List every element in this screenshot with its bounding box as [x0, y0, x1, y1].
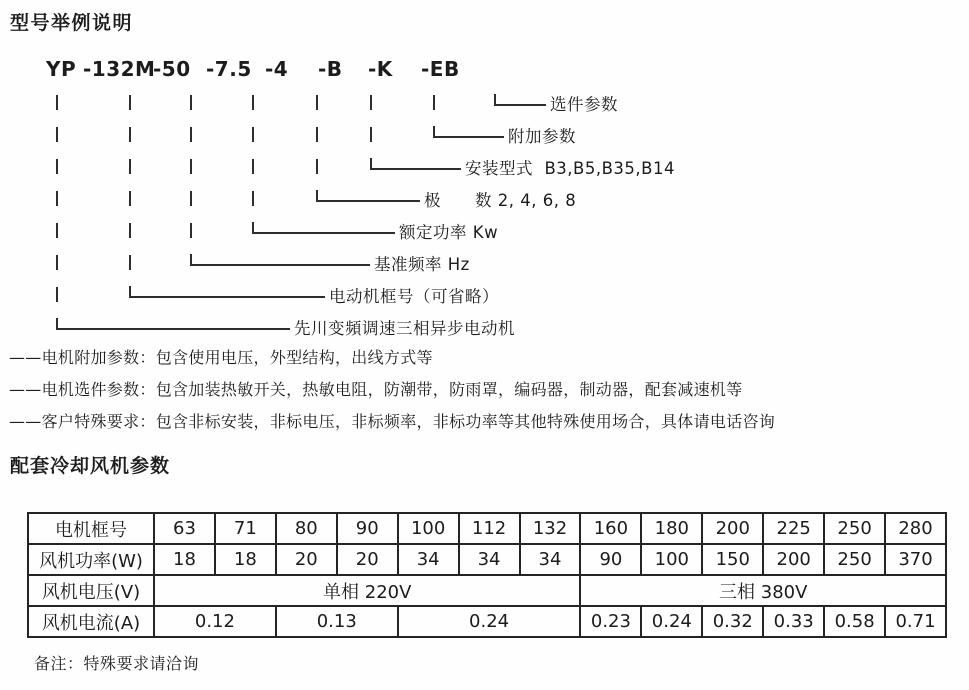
tree-tick — [56, 287, 58, 302]
model-token: -7.5 — [206, 57, 252, 81]
fan-power-cell: 150 — [702, 544, 763, 575]
fan-power-cell: 34 — [459, 544, 520, 575]
tree-tick — [56, 255, 58, 270]
tree-row — [0, 156, 969, 182]
tree-corner-connector — [370, 158, 461, 170]
fan-current-cell: 0.24 — [641, 606, 702, 637]
frame-number-cell: 200 — [702, 513, 763, 544]
model-token: -B — [318, 57, 343, 81]
tree-branch-label: 附加参数 — [508, 127, 576, 146]
tree-tick — [190, 159, 192, 174]
fan-power-cell: 34 — [398, 544, 459, 575]
tree-corner-connector — [56, 318, 290, 330]
fan-power-cell: 370 — [885, 544, 946, 575]
fan-current-cell: 0.23 — [580, 606, 641, 637]
tree-tick — [316, 127, 318, 142]
fan-power-cell: 18 — [215, 544, 276, 575]
tree-tick — [190, 223, 192, 238]
model-token: -4 — [265, 57, 289, 81]
fan-section-heading: 配套冷却风机参数 — [10, 455, 171, 477]
tree-tick — [129, 255, 131, 270]
fan-current-cell: 0.58 — [824, 606, 885, 637]
frame-number-cell: 160 — [580, 513, 641, 544]
tree-branch-label: 电动机框号（可省略） — [329, 287, 499, 306]
note-line: ——电机附加参数：包含使用电压，外型结构，出线方式等 — [9, 348, 433, 367]
tree-row — [0, 284, 969, 310]
table-row — [28, 513, 946, 544]
fan-power-cell: 34 — [520, 544, 581, 575]
tree-branch-label: 安装型式 B3,B5,B35,B14 — [465, 159, 675, 178]
tree-tick — [129, 191, 131, 206]
fan-current-cell: 0.33 — [763, 606, 824, 637]
frame-number-cell: 250 — [824, 513, 885, 544]
fan-power-cell: 200 — [763, 544, 824, 575]
fan-voltage-cell: 三相 380V — [580, 575, 946, 606]
tree-tick — [129, 127, 131, 142]
frame-number-cell: 180 — [641, 513, 702, 544]
model-token: -132M — [83, 57, 156, 81]
tree-branch-label: 先川变頻调速三相异步电动机 — [294, 319, 515, 338]
page-title: 型号举例说明 — [10, 12, 134, 34]
fan-current-cell: 0.12 — [154, 606, 276, 637]
row-label-cell: 风机电流(A) — [28, 606, 154, 637]
frame-number-cell: 80 — [276, 513, 337, 544]
frame-number-cell: 112 — [459, 513, 520, 544]
tree-corner-connector — [129, 286, 325, 298]
tree-tick — [56, 159, 58, 174]
frame-number-cell: 100 — [398, 513, 459, 544]
tree-corner-connector — [252, 222, 395, 234]
row-label-cell: 风机电压(V) — [28, 575, 154, 606]
tree-branch-label: 选件参数 — [550, 95, 618, 114]
tree-branch-label: 基准频率 Hz — [374, 255, 470, 274]
fan-voltage-cell: 单相 220V — [154, 575, 580, 606]
tree-tick — [56, 127, 58, 142]
fan-current-cell: 0.24 — [398, 606, 581, 637]
model-token: -EB — [421, 57, 460, 81]
tree-row — [0, 252, 969, 278]
tree-tick — [316, 159, 318, 174]
frame-number-cell: 225 — [763, 513, 824, 544]
tree-tick — [129, 95, 131, 110]
table-row — [28, 544, 946, 575]
tree-tick — [190, 95, 192, 110]
tree-corner-connector — [494, 94, 546, 106]
table-row — [28, 606, 946, 637]
tree-tick — [56, 223, 58, 238]
fan-current-cell: 0.71 — [885, 606, 946, 637]
model-token: -K — [368, 57, 393, 81]
tree-tick — [129, 223, 131, 238]
row-label-cell: 电机框号 — [28, 513, 154, 544]
frame-number-cell: 280 — [885, 513, 946, 544]
tree-tick — [370, 95, 372, 110]
model-token: YP — [46, 57, 77, 81]
tree-tick — [56, 191, 58, 206]
tree-corner-connector — [190, 254, 370, 266]
frame-number-cell: 132 — [520, 513, 581, 544]
fan-power-cell: 18 — [154, 544, 215, 575]
table-footnote: 备注：特殊要求请洽询 — [34, 654, 200, 673]
tree-row — [0, 220, 969, 246]
tree-row — [0, 188, 969, 214]
frame-number-cell: 71 — [215, 513, 276, 544]
tree-tick — [433, 95, 435, 110]
tree-tick — [129, 159, 131, 174]
table-row — [28, 575, 946, 606]
tree-row — [0, 92, 969, 118]
frame-number-cell: 63 — [154, 513, 215, 544]
note-line: ——电机选件参数：包含加装热敏开关，热敏电阻，防潮带，防雨罩，编码器，制动器，配套减速机等 — [9, 380, 743, 399]
model-code-line — [0, 57, 969, 85]
tree-tick — [252, 191, 254, 206]
row-label-cell: 风机功率(W) — [28, 544, 154, 575]
fan-power-cell: 20 — [337, 544, 398, 575]
tree-row — [0, 124, 969, 150]
tree-tick — [252, 127, 254, 142]
fan-current-cell: 0.32 — [702, 606, 763, 637]
tree-corner-connector — [316, 190, 420, 202]
frame-number-cell: 90 — [337, 513, 398, 544]
tree-tick — [190, 191, 192, 206]
tree-branch-label: 额定功率 Kw — [399, 223, 499, 242]
tree-tick — [252, 95, 254, 110]
tree-row — [0, 316, 969, 342]
tree-branch-label: 极 数 2, 4, 6, 8 — [424, 191, 577, 210]
note-line: ——客户特殊要求：包含非标安装，非标电压，非标频率，非标功率等其他特殊使用场合，具体请电话咨询 — [9, 412, 776, 431]
tree-tick — [316, 95, 318, 110]
fan-power-cell: 20 — [276, 544, 337, 575]
tree-corner-connector — [433, 126, 504, 138]
tree-tick — [56, 95, 58, 110]
fan-power-cell: 90 — [580, 544, 641, 575]
fan-power-cell: 100 — [641, 544, 702, 575]
fan-parameters-table — [27, 512, 947, 638]
fan-power-cell: 250 — [824, 544, 885, 575]
tree-tick — [252, 159, 254, 174]
tree-tick — [370, 127, 372, 142]
model-token: -50 — [153, 57, 191, 81]
tree-tick — [190, 127, 192, 142]
fan-current-cell: 0.13 — [276, 606, 398, 637]
